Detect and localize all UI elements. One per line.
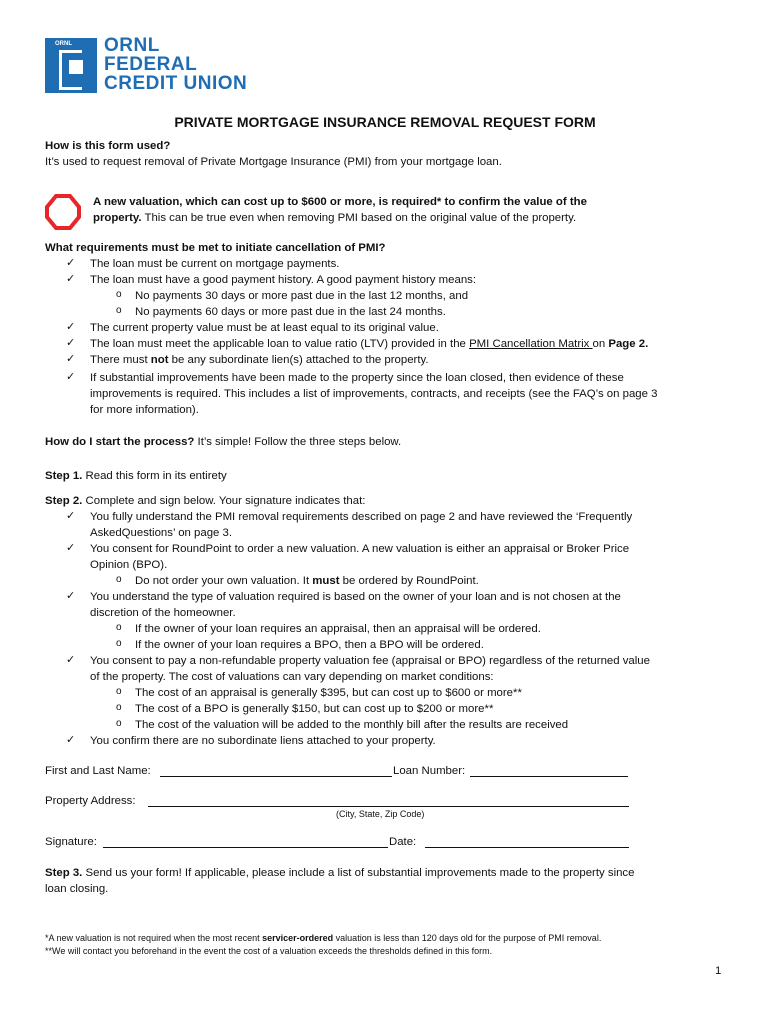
requirement-no-liens bbox=[90, 352, 429, 368]
step-3-text: Send us your form! If applicable, please include a list of substantial improvements made to the property since bbox=[82, 867, 635, 879]
bullet-icon: o bbox=[116, 686, 122, 697]
do-not-order-post: be ordered by RoundPoint. bbox=[339, 575, 479, 587]
valuation-notice-line-2 bbox=[93, 210, 576, 226]
form-title: PRIVATE MORTGAGE INSURANCE REMOVAL REQUEST FORM bbox=[174, 114, 596, 130]
do-not-order-must: must bbox=[312, 575, 340, 587]
requirement-improvements-2: improvements is required. This includes a list of improvements, contracts, and receipts (see the FAQ’s on page 3 bbox=[90, 388, 658, 400]
bullet-icon: o bbox=[116, 718, 122, 729]
requirement-ltv-on: on bbox=[592, 338, 609, 350]
footnote-1 bbox=[45, 932, 601, 945]
logo-mark-text: ORNL bbox=[55, 41, 72, 47]
how-used-text: It’s used to request removal of Private Mortgage Insurance (PMI) from your mortgage loan. bbox=[45, 156, 502, 168]
step-1 bbox=[45, 468, 227, 484]
loan-number-label: Loan Number: bbox=[393, 765, 466, 777]
pmi-cancellation-matrix-link[interactable]: PMI Cancellation Matrix bbox=[469, 338, 593, 350]
do-not-order-pre: Do not order your own valuation. It bbox=[135, 575, 313, 587]
check-icon: ✓ bbox=[66, 371, 76, 383]
footnote-1-post: valuation is less than 120 days old for the purpose of PMI removal. bbox=[333, 933, 602, 943]
step-2-consent-line-2: Opinion (BPO). bbox=[90, 559, 168, 571]
requirement-improvements-1: If substantial improvements have been made to the property since the loan closed, then evidence of these bbox=[90, 372, 624, 384]
requirement-improvements-3: for more information). bbox=[90, 404, 199, 416]
footnote-1-bold: servicer-ordered bbox=[262, 933, 334, 943]
check-icon: ✓ bbox=[66, 321, 76, 333]
process-text: It’s simple! Follow the three steps below. bbox=[194, 436, 402, 448]
valuation-notice-rest: * to confirm the value of the bbox=[436, 196, 587, 208]
bullet-icon: o bbox=[116, 574, 122, 585]
name-input[interactable] bbox=[160, 763, 392, 777]
bullet-icon: o bbox=[116, 638, 122, 649]
requirement-ltv-page: Page 2. bbox=[608, 338, 649, 350]
step-2-appraisal-cost: The cost of an appraisal is generally $395, but can cost up to $600 or more** bbox=[135, 687, 522, 699]
page-number: 1 bbox=[715, 965, 722, 977]
step-2-monthly-bill: The cost of the valuation will be added to the monthly bill after the results are received bbox=[135, 719, 569, 731]
check-icon: ✓ bbox=[66, 542, 76, 554]
check-icon: ✓ bbox=[66, 337, 76, 349]
requirement-30-days: No payments 30 days or more past due in the last 12 months, and bbox=[135, 290, 469, 302]
step-1-label: Step 1. bbox=[45, 470, 83, 482]
logo-line-1: ORNL bbox=[104, 35, 160, 56]
check-icon: ✓ bbox=[66, 734, 76, 746]
valuation-notice-bold: A new valuation, which can cost up to $600 or more, is required bbox=[93, 196, 437, 208]
how-used-heading: How is this form used? bbox=[45, 140, 171, 152]
date-input[interactable] bbox=[425, 834, 629, 848]
step-1-text: Read this form in its entirety bbox=[82, 470, 227, 482]
step-2-bpo-cost: The cost of a BPO is generally $150, but can cost up to $200 or more** bbox=[135, 703, 494, 715]
date-label: Date: bbox=[389, 836, 417, 848]
check-icon: ✓ bbox=[66, 590, 76, 602]
check-icon: ✓ bbox=[66, 273, 76, 285]
logo-line-3: CREDIT UNION bbox=[104, 73, 248, 94]
requirement-ltv-text: The loan must meet the applicable loan to value ratio (LTV) provided in the bbox=[90, 338, 470, 350]
credit-union-name bbox=[104, 36, 247, 93]
step-3-label: Step 3. bbox=[45, 867, 83, 879]
requirement-no-liens-pre: There must bbox=[90, 354, 151, 366]
signature-input[interactable] bbox=[103, 834, 388, 848]
footnote-1-pre: *A new valuation is not required when the most recent bbox=[45, 933, 263, 943]
step-2-text: Complete and sign below. Your signature indicates that: bbox=[82, 495, 366, 507]
check-icon: ✓ bbox=[66, 510, 76, 522]
property-address-input[interactable] bbox=[148, 793, 629, 807]
step-2-faq-line-1: You fully understand the PMI removal requirements described on page 2 and have reviewed the ‘Frequently bbox=[90, 511, 633, 523]
step-3-text-2: loan closing. bbox=[45, 883, 109, 895]
logo-line-2: FEDERAL bbox=[104, 54, 198, 75]
check-icon: ✓ bbox=[66, 257, 76, 269]
step-2-bpo-owner: If the owner of your loan requires a BPO, then a BPO will be ordered. bbox=[135, 639, 484, 651]
step-2-consent-line-1: You consent for RoundPoint to order a new valuation. A new valuation is either an appraisal or Broker Price bbox=[90, 543, 630, 555]
requirement-no-liens-post: be any subordinate lien(s) attached to the property. bbox=[168, 354, 429, 366]
valuation-notice-text: This can be true even when removing PMI based on the original value of the property. bbox=[141, 212, 577, 224]
valuation-notice-line-1 bbox=[93, 194, 587, 210]
step-3 bbox=[45, 865, 634, 881]
step-2-appraisal-owner: If the owner of your loan requires an appraisal, then an appraisal will be ordered. bbox=[135, 623, 541, 635]
bullet-icon: o bbox=[116, 702, 122, 713]
step-2-fee-line-2: of the property. The cost of valuations can vary depending on market conditions: bbox=[90, 671, 494, 683]
bullet-icon: o bbox=[116, 622, 122, 633]
credit-union-logo-mark bbox=[45, 38, 97, 93]
process-intro bbox=[45, 434, 401, 450]
requirement-60-days: No payments 60 days or more past due in the last 24 months. bbox=[135, 306, 446, 318]
requirement-current: The loan must be current on mortgage payments. bbox=[90, 258, 340, 270]
process-heading: How do I start the process? bbox=[45, 436, 195, 448]
step-2-fee-line-1: You consent to pay a non-refundable property valuation fee (appraisal or BPO) regardless of the returned value bbox=[90, 655, 650, 667]
check-icon: ✓ bbox=[66, 654, 76, 666]
step-2-label: Step 2. bbox=[45, 495, 83, 507]
loan-number-input[interactable] bbox=[470, 763, 628, 777]
requirement-no-liens-not: not bbox=[150, 354, 169, 366]
bullet-icon: o bbox=[116, 305, 122, 316]
requirement-payment-history: The loan must have a good payment history. A good payment history means: bbox=[90, 274, 477, 286]
signature-label: Signature: bbox=[45, 836, 97, 848]
footnote-2: **We will contact you beforehand in the event the cost of a valuation exceeds the thresholds defined in this form. bbox=[45, 946, 493, 956]
name-label: First and Last Name: bbox=[45, 765, 151, 777]
step-2-faq-line-2: AskedQuestions’ on page 3. bbox=[90, 527, 233, 539]
property-address-label: Property Address: bbox=[45, 795, 136, 807]
requirement-property-value: The current property value must be at least equal to its original value. bbox=[90, 322, 439, 334]
step-2-no-liens: You confirm there are no subordinate liens attached to your property. bbox=[90, 735, 436, 747]
step-2-do-not-order bbox=[135, 573, 479, 589]
logo-square-icon bbox=[69, 60, 83, 74]
step-2-valuation-type-2: discretion of the homeowner. bbox=[90, 607, 236, 619]
stop-sign-icon bbox=[45, 194, 81, 230]
requirement-ltv bbox=[90, 336, 648, 352]
requirements-heading: What requirements must be met to initiate cancellation of PMI? bbox=[45, 242, 386, 254]
bullet-icon: o bbox=[116, 289, 122, 300]
address-hint: (City, State, Zip Code) bbox=[336, 809, 425, 819]
step-2-valuation-type-1: You understand the type of valuation required is based on the owner of your loan and is not chosen at the bbox=[90, 591, 621, 603]
valuation-notice-bold-2: property. bbox=[93, 212, 142, 224]
check-icon: ✓ bbox=[66, 353, 76, 365]
step-2 bbox=[45, 493, 365, 509]
